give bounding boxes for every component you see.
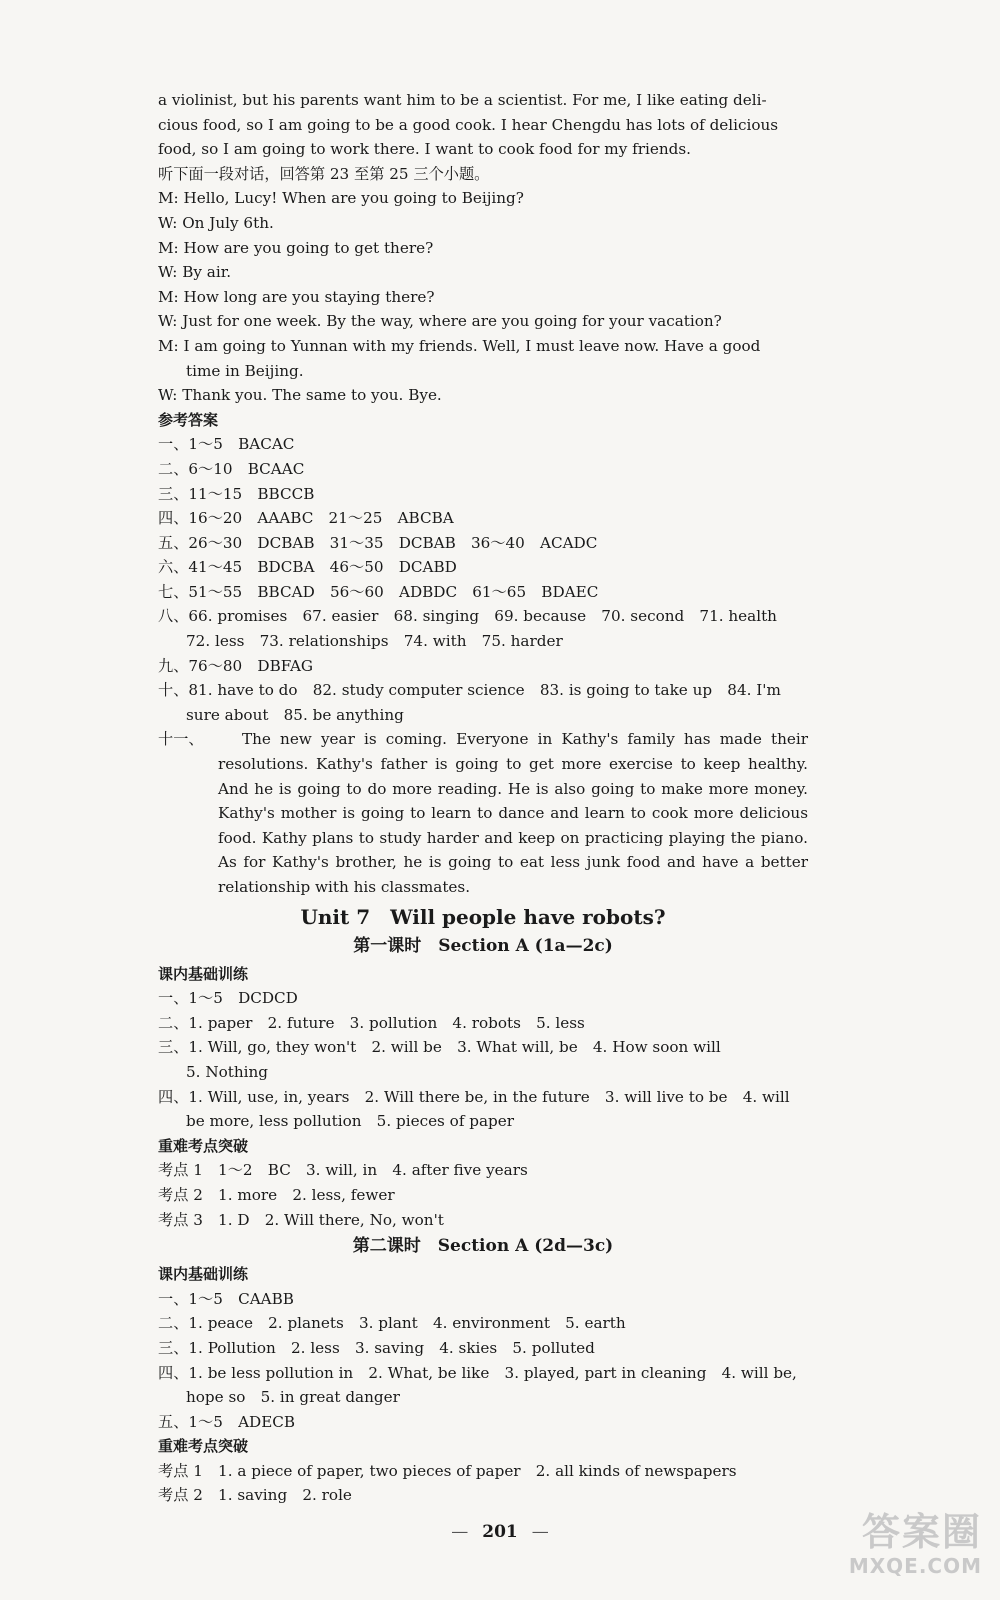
writing-label: 十一、 xyxy=(158,730,204,749)
answer-line: 十、81. have to do 82. study computer science 83. is going to take up 84. I'm xyxy=(158,681,781,700)
page-number-dash: — xyxy=(531,1522,549,1542)
answer-line: 一、1～5 CAABB xyxy=(158,1289,294,1308)
answer-line: sure about 85. be anything xyxy=(186,705,404,724)
answer-line: 六、41～45 BDCBA 46～50 DCABD xyxy=(158,558,457,577)
answer-line: 一、1～5 BACAC xyxy=(158,435,295,454)
key-point-line: 考点 3 1. D 2. Will there, No, won't xyxy=(158,1210,444,1229)
answer-line: 二、1. peace 2. planets 3. plant 4. environment 5. earth xyxy=(158,1314,626,1333)
dialogue-line: M: Hello, Lucy! When are you going to Beijing? xyxy=(158,189,524,208)
basic-training-heading: 课内基础训练 xyxy=(158,1265,249,1284)
page-content xyxy=(158,88,808,1508)
page-number-dash: — xyxy=(451,1522,469,1542)
transcript-line: food, so I am going to work there. I want to cook food for my friends. xyxy=(158,140,691,159)
answers-heading: 参考答案 xyxy=(158,410,219,429)
answer-line: hope so 5. in great danger xyxy=(186,1388,400,1407)
answer-line: 九、76～80 DBFAG xyxy=(158,656,314,675)
unit-title: Unit 7 Will people have robots? xyxy=(300,904,666,929)
key-point-line: 考点 1 1～2 BC 3. will, in 4. after five years xyxy=(158,1161,528,1180)
writing-text: The new year is coming. Everyone in Kathy's family has made their resolutions. Kathy's father is going to get more exercise to keep healthy. And he is going to do more reading. He is also going to make more money. Kathy's mother is going to learn to dance and learn to cook more delicious food. Kathy plans to study harder and keep on practicing playing the piano. As for Kathy's brother, he is going to eat less junk food and have a better relationship with his classmates. xyxy=(218,730,808,896)
key-points-heading: 重难考点突破 xyxy=(158,1136,249,1155)
answer-line: 四、16～20 AAABC 21～25 ABCBA xyxy=(158,509,454,528)
page-number-value: 201 xyxy=(482,1522,518,1542)
dialogue-line: M: How long are you staying there? xyxy=(158,287,435,306)
writing-answer xyxy=(158,727,808,899)
answer-line: 五、1～5 ADECB xyxy=(158,1412,296,1431)
dialogue-line: W: Just for one week. By the way, where are you going for your vacation? xyxy=(158,312,722,331)
transcript-line: a violinist, but his parents want him to be a scientist. For me, I like eating deli- xyxy=(158,91,767,109)
lesson-title: 第一课时 Section A (1a—2c) xyxy=(353,935,613,956)
answer-line: 二、1. paper 2. future 3. pollution 4. robots 5. less xyxy=(158,1013,585,1032)
answer-line: 七、51～55 BBCAD 56～60 ADBDC 61～65 BDAEC xyxy=(158,582,599,601)
answer-line: 5. Nothing xyxy=(186,1062,268,1081)
watermark-url: MXQE.COM xyxy=(848,1554,982,1578)
key-point-line: 考点 2 1. saving 2. role xyxy=(158,1486,352,1505)
answer-line: 三、1. Pollution 2. less 3. saving 4. skies 5. polluted xyxy=(158,1338,595,1357)
answer-line: 四、1. Will, use, in, years 2. Will there be, in the future 3. will live to be 4. will xyxy=(158,1087,790,1106)
answer-line: be more, less pollution 5. pieces of paper xyxy=(186,1112,515,1131)
dialogue-line: M: How are you going to get there? xyxy=(158,238,434,257)
transcript-line: cious food, so I am going to be a good cook. I hear Chengdu has lots of delicious xyxy=(158,115,779,134)
key-point-line: 考点 1 1. a piece of paper, two pieces of paper 2. all kinds of newspapers xyxy=(158,1461,737,1480)
dialogue-line: time in Beijing. xyxy=(186,361,304,380)
watermark-text: 答案圈 xyxy=(861,1510,982,1554)
dialogue-line: W: Thank you. The same to you. Bye. xyxy=(158,386,442,405)
answer-line: 八、66. promises 67. easier 68. singing 69. because 70. second 71. health xyxy=(158,607,777,626)
answer-line: 三、1. Will, go, they won't 2. will be 3. What will, be 4. How soon will xyxy=(158,1038,721,1057)
key-points-heading: 重难考点突破 xyxy=(158,1437,249,1456)
key-point-line: 考点 2 1. more 2. less, fewer xyxy=(158,1185,395,1204)
answer-line: 四、1. be less pollution in 2. What, be like 3. played, part in cleaning 4. will be, xyxy=(158,1363,797,1382)
answer-line: 72. less 73. relationships 74. with 75. harder xyxy=(186,632,563,651)
dialogue-line: M: I am going to Yunnan with my friends. Well, I must leave now. Have a good xyxy=(158,336,761,355)
answer-line: 三、11～15 BBCCB xyxy=(158,484,315,503)
dialogue-line: W: On July 6th. xyxy=(158,213,274,232)
answer-line: 一、1～5 DCDCD xyxy=(158,989,298,1008)
dialogue-intro: 听下面一段对话，回答第 23 至第 25 三个小题。 xyxy=(158,164,490,183)
watermark-logo xyxy=(814,1510,982,1584)
answer-line: 五、26～30 DCBAB 31～35 DCBAB 36～40 ACADC xyxy=(158,533,598,552)
lesson-title: 第二课时 Section A (2d—3c) xyxy=(352,1236,614,1257)
dialogue-line: W: By air. xyxy=(158,263,232,282)
answer-line: 二、6～10 BCAAC xyxy=(158,459,305,478)
basic-training-heading: 课内基础训练 xyxy=(158,964,249,983)
